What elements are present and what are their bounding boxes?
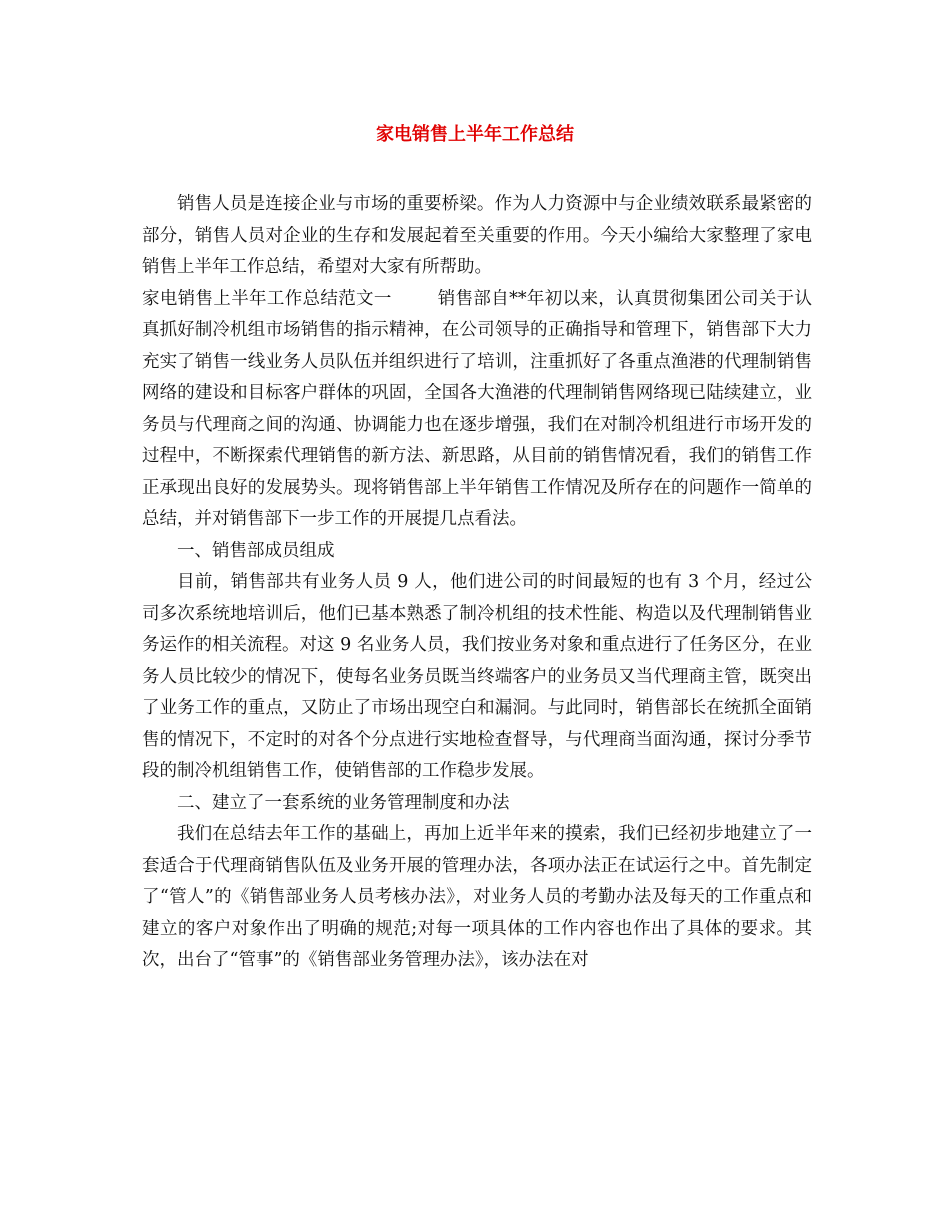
intro-paragraph: 销售人员是连接企业与市场的重要桥梁。作为人力资源中与企业绩效联系最紧密的部分，销售人员对企业的生存和发展起着至关重要的作用。今天小编给大家整理了家电销售上半年工作总结，希望对大家有所帮助。 bbox=[142, 194, 812, 277]
section1-body: 目前，销售部共有业务人员 9 人，他们进公司的时间最短的也有 3 个月，经过公司多次系统地培训后，他们已基本熟悉了制冷机组的技术性能、构造以及代理制销售业务运作的相关流程。对这 9 名业务人员，我们按业务对象和重点进行了任务区分，在业务人员比较少的情况下，使每名业务员既当终端客户的业务员又当代理商主管，既突出了业务工作的重点，又防止了市场出现空白和漏洞。与此同时，销售部长在统抓全面销售的情况下，不定时的对各个分点进行实地检查督导，与代理商当面沟通，探讨分季节段的制冷机组销售工作，使销售部的工作稳步发展。 bbox=[142, 572, 812, 781]
document-title: 家电销售上半年工作总结 bbox=[376, 124, 574, 145]
section2-heading: 二、建立了一套系统的业务管理制度和办法 bbox=[177, 792, 510, 813]
sample-title: 家电销售上半年工作总结范文一 bbox=[142, 288, 392, 309]
document-body bbox=[142, 189, 812, 977]
sample-intro: 销售部自**年初以来，认真贯彻集团公司关于认真抓好制冷机组市场销售的指示精神，在公司领导的正确指导和管理下，销售部下大力充实了销售一线业务人员队伍并组织进行了培训，注重抓好了各重点渔港的代理制销售网络的建设和目标客户群体的巩固，全国各大渔港的代理制销售网络现已陆续建立，业务员与代理商之间的沟通、协调能力也在逐步增强，我们在对制冷机组进行市场开发的过程中，不断探索代理销售的新方法、新思路，从目前的销售情况看，我们的销售工作正承现出良好的发展势头。现将销售部上半年销售工作情况及所存在的问题作一简单的总结，并对销售部下一步工作的开展提几点看法。 bbox=[142, 288, 812, 529]
section1-heading: 一、销售部成员组成 bbox=[177, 540, 335, 561]
section2-body: 我们在总结去年工作的基础上，再加上近半年来的摸索，我们已经初步地建立了一套适合于代理商销售队伍及业务开展的管理办法，各项办法正在试运行之中。首先制定了“管人”的《销售部业务人员考核办法》，对业务人员的考勤办法及每天的工作重点和建立的客户对象作出了明确的规范;对每一项具体的工作内容也作出了具体的要求。其次，出台了“管事”的《销售部业务管理办法》，该办法在对 bbox=[142, 824, 812, 970]
sample-paragraph bbox=[142, 284, 812, 536]
